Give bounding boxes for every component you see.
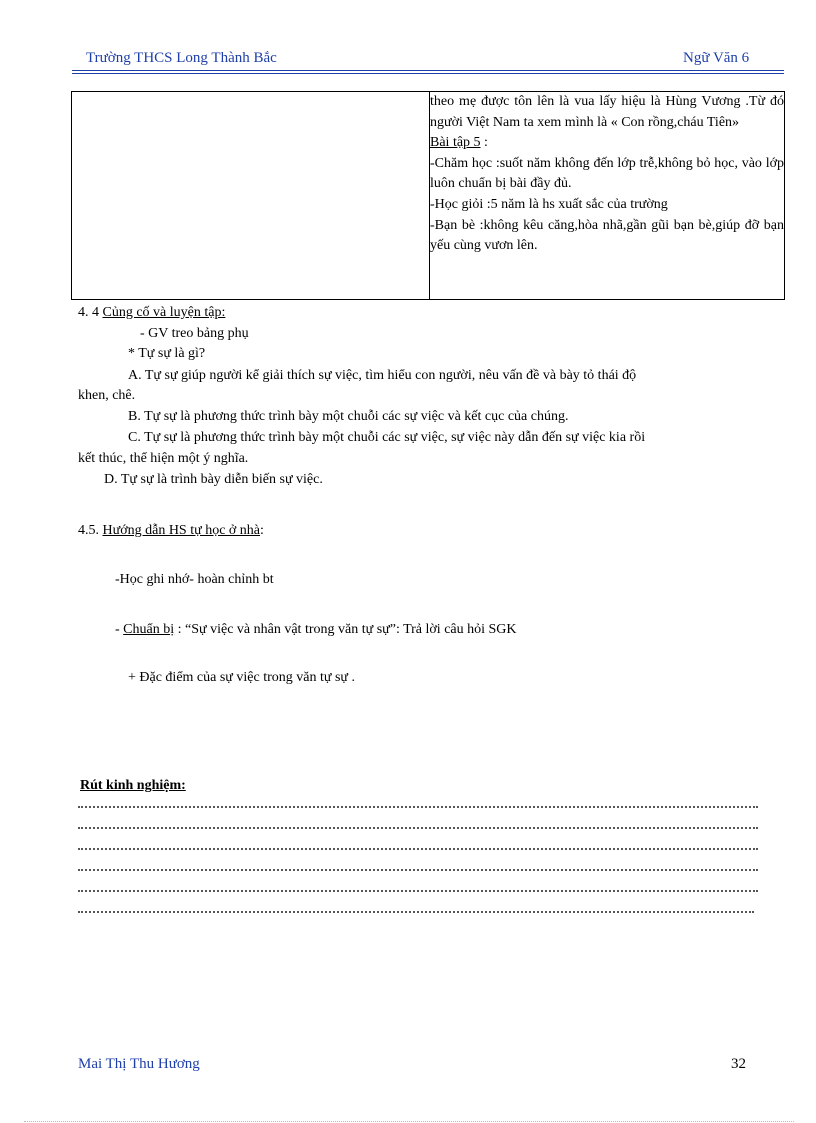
section-44-title: Củng cố và luyện tập: <box>102 305 226 320</box>
option-a-line1: A. Tự sự giúp người kể giải thích sự việc, tìm hiểu con người, nêu vấn đề và bày tỏ thái độ <box>128 368 637 383</box>
dotted-line <box>78 863 758 873</box>
option-d: D. Tự sự là trình bày diễn biến sự việc. <box>104 472 323 487</box>
homework-item-3: + Đặc điểm của sự việc trong văn tự sự . <box>128 670 355 685</box>
section-45-number: 4.5. <box>78 523 103 538</box>
question-line: * Tự sự là gì? <box>128 346 206 361</box>
option-b: B. Tự sự là phương thức trình bày một chuỗi các sự việc và kết cục của chúng. <box>128 409 569 424</box>
exercise-item: -Chăm học :suốt năm không đến lớp trễ,không bỏ học, vào lớp luôn chuẩn bị bài đầy đủ. <box>430 155 784 192</box>
option-c-line1: C. Tự sự là phương thức trình bày một chuỗi các sự việc, sự việc này dẫn đến sự việc kia rồi <box>128 430 646 445</box>
experience-title: Rút kinh nghiệm: <box>80 778 186 793</box>
exercise-item: -Học giỏi :5 năm là hs xuất sắc của trường <box>430 196 668 212</box>
author-name: Mai Thị Thu Hương <box>78 1056 200 1072</box>
table-left-cell <box>72 92 430 300</box>
page-number: 32 <box>731 1056 746 1072</box>
option-c-line2: kết thúc, thể hiện một ý nghĩa. <box>78 451 249 466</box>
page-edge-dots <box>24 1121 794 1122</box>
section-45-heading <box>78 523 264 539</box>
answer-table <box>71 91 785 300</box>
gv-line: - GV treo bảng phụ <box>140 326 249 341</box>
exercise-colon: : <box>480 135 488 151</box>
school-name: Trường THCS Long Thành Bắc <box>86 50 277 66</box>
section-45-colon: : <box>260 523 264 538</box>
dotted-line <box>78 821 758 831</box>
homework-item-1: -Học ghi nhớ- hoàn chỉnh bt <box>115 572 274 587</box>
homework-item-2 <box>115 622 517 638</box>
dotted-line <box>78 905 754 915</box>
section-44-number: 4. 4 <box>78 305 103 320</box>
header-rule-thin <box>72 73 784 74</box>
option-a-line2: khen, chê. <box>78 388 136 403</box>
header-rule <box>72 70 784 71</box>
exercise-heading <box>430 133 784 154</box>
exercise-title: Bài tập 5 <box>430 135 481 151</box>
table-right-cell <box>430 92 785 300</box>
exercise-item: -Bạn bè :không kêu căng,hòa nhã,gần gũi bạn bè,giúp đỡ bạn yếu cùng vươn lên. <box>430 217 784 254</box>
dotted-line <box>78 800 758 810</box>
dotted-line <box>78 842 758 852</box>
subject-name: Ngữ Văn 6 <box>683 50 750 66</box>
dotted-line <box>78 884 758 894</box>
prepare-label: Chuẩn bị <box>123 622 175 637</box>
section-45-title: Hướng dẫn HS tự học ở nhà <box>102 523 261 538</box>
homework-item-2-text: : “Sự việc và nhân vật trong văn tự sự”: Trả lời câu hỏi SGK <box>174 622 517 637</box>
section-44-heading <box>78 305 225 321</box>
homework-item-2-dash: - <box>115 622 124 637</box>
legend-paragraph: theo mẹ được tôn lên là vua lấy hiệu là Hùng Vương .Từ đó người Việt Nam ta xem mình là « Con rồng,cháu Tiên» <box>430 94 784 130</box>
